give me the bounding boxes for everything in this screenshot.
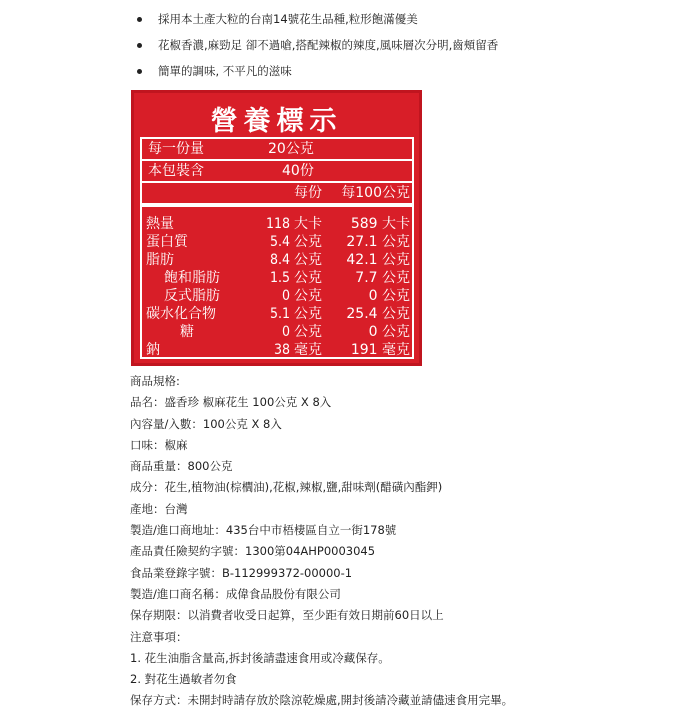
nutrient-row	[142, 251, 412, 269]
bullet-icon	[137, 69, 142, 74]
nutrient-per-100g: 589 大卡	[350, 216, 410, 232]
feature-text: 花椒香濃,麻勁足 卻不過嗆,搭配辣椒的辣度,風味層次分明,齒頰留香	[158, 38, 499, 52]
spec-line: 食品業登錄字號：B-112999372-00000-1	[130, 565, 353, 580]
nutrient-per-100g: 191 毫克	[350, 342, 410, 358]
nutrient-per-serving: 8.4 公克	[269, 252, 322, 268]
nutrition-title: 營養標示	[210, 106, 343, 137]
nutrient-per-serving: 0 公克	[281, 288, 322, 304]
divider	[142, 159, 412, 161]
bullet-icon	[137, 17, 142, 22]
spec-line: 製造/進口商地址：435台中市梧棲區自立一街178號	[130, 523, 397, 538]
nutrient-row	[142, 287, 412, 305]
serving-size-value: 20公克	[268, 141, 314, 157]
spec-line: 保存期限：以消費者收受日起算，至少距有效日期前60日以上	[130, 608, 444, 623]
nutrient-per-100g: 0 公克	[368, 288, 410, 304]
spec-line: 產地：台灣	[130, 501, 188, 516]
nutrient-row	[142, 269, 412, 287]
bullet-icon	[137, 43, 142, 48]
nutrient-name: 熱量	[146, 216, 174, 232]
servings-per-package-label: 本包裝含	[148, 163, 204, 179]
nutrition-label	[131, 90, 422, 366]
nutrient-name: 飽和脂肪	[164, 270, 220, 286]
spec-line: 成分：花生,植物油(棕櫚油),花椒,辣椒,鹽,甜味劑(醋磺內酯鉀)	[130, 480, 443, 495]
feature-text: 簡單的調味, 不平凡的滋味	[158, 64, 292, 78]
nutrient-name: 蛋白質	[146, 234, 188, 250]
nutrient-name: 脂肪	[146, 252, 174, 268]
nutrient-name: 反式脂肪	[164, 288, 220, 304]
spec-line: 注意事項：	[130, 629, 188, 644]
spec-line: 商品規格:	[130, 374, 180, 388]
nutrient-per-100g: 42.1 公克	[346, 252, 410, 268]
column-header-per-serving: 每份	[294, 185, 322, 201]
spec-line: 內容量/入數：100公克 X 8入	[130, 416, 282, 431]
feature-text: 採用本土產大粒的台南14號花生品種,粒形飽滿優美	[158, 12, 418, 26]
nutrient-row	[142, 233, 412, 251]
nutrient-per-serving: 118 大卡	[265, 216, 322, 232]
spec-line: 製造/進口商名稱：成偉食品股份有限公司	[130, 586, 341, 601]
spec-line: 1. 花生油脂含量高,拆封後請盡速食用或冷藏保存。	[130, 650, 390, 665]
nutrient-per-100g: 7.7 公克	[355, 270, 410, 286]
serving-size-label: 每一份量	[148, 141, 204, 157]
nutrient-row	[142, 215, 412, 233]
nutrient-per-100g: 27.1 公克	[346, 234, 410, 250]
spec-line: 保存方式：未開封時請存放於陰涼乾燥處,開封後請冷藏並請儘速食用完畢。	[130, 693, 514, 708]
spec-line: 2. 對花生過敏者勿食	[130, 672, 237, 687]
column-header-per-100g: 每100公克	[341, 185, 410, 201]
nutrient-name: 鈉	[146, 342, 160, 358]
nutrient-per-100g: 0 公克	[368, 324, 410, 340]
spec-line: 品名：盛香珍 椒麻花生 100公克 X 8入	[130, 395, 332, 410]
nutrient-per-100g: 25.4 公克	[346, 306, 410, 322]
feature-item	[130, 60, 690, 86]
servings-per-package-value: 40份	[282, 163, 314, 179]
divider	[142, 181, 412, 183]
feature-list	[130, 8, 690, 86]
nutrition-table	[140, 137, 414, 359]
spec-line: 商品重量：800公克	[130, 459, 233, 474]
nutrient-per-serving: 38 毫克	[273, 342, 322, 358]
spec-line: 口味：椒麻	[130, 437, 188, 452]
nutrient-row	[142, 323, 412, 341]
nutrient-per-serving: 5.1 公克	[269, 306, 322, 322]
feature-item	[130, 8, 690, 34]
nutrient-name: 糖	[180, 324, 194, 340]
nutrient-row	[142, 305, 412, 323]
spec-line: 產品責任險契約字號：1300第04AHP0003045	[130, 544, 376, 559]
nutrient-per-serving: 0 公克	[281, 324, 322, 340]
nutrient-name: 碳水化合物	[146, 306, 216, 322]
nutrient-row	[142, 341, 412, 359]
nutrient-rows	[142, 215, 412, 359]
nutrient-per-serving: 5.4 公克	[269, 234, 322, 250]
feature-item	[130, 34, 690, 60]
nutrient-per-serving: 1.5 公克	[269, 270, 322, 286]
product-specifications	[130, 371, 690, 712]
divider-thick	[142, 203, 412, 207]
